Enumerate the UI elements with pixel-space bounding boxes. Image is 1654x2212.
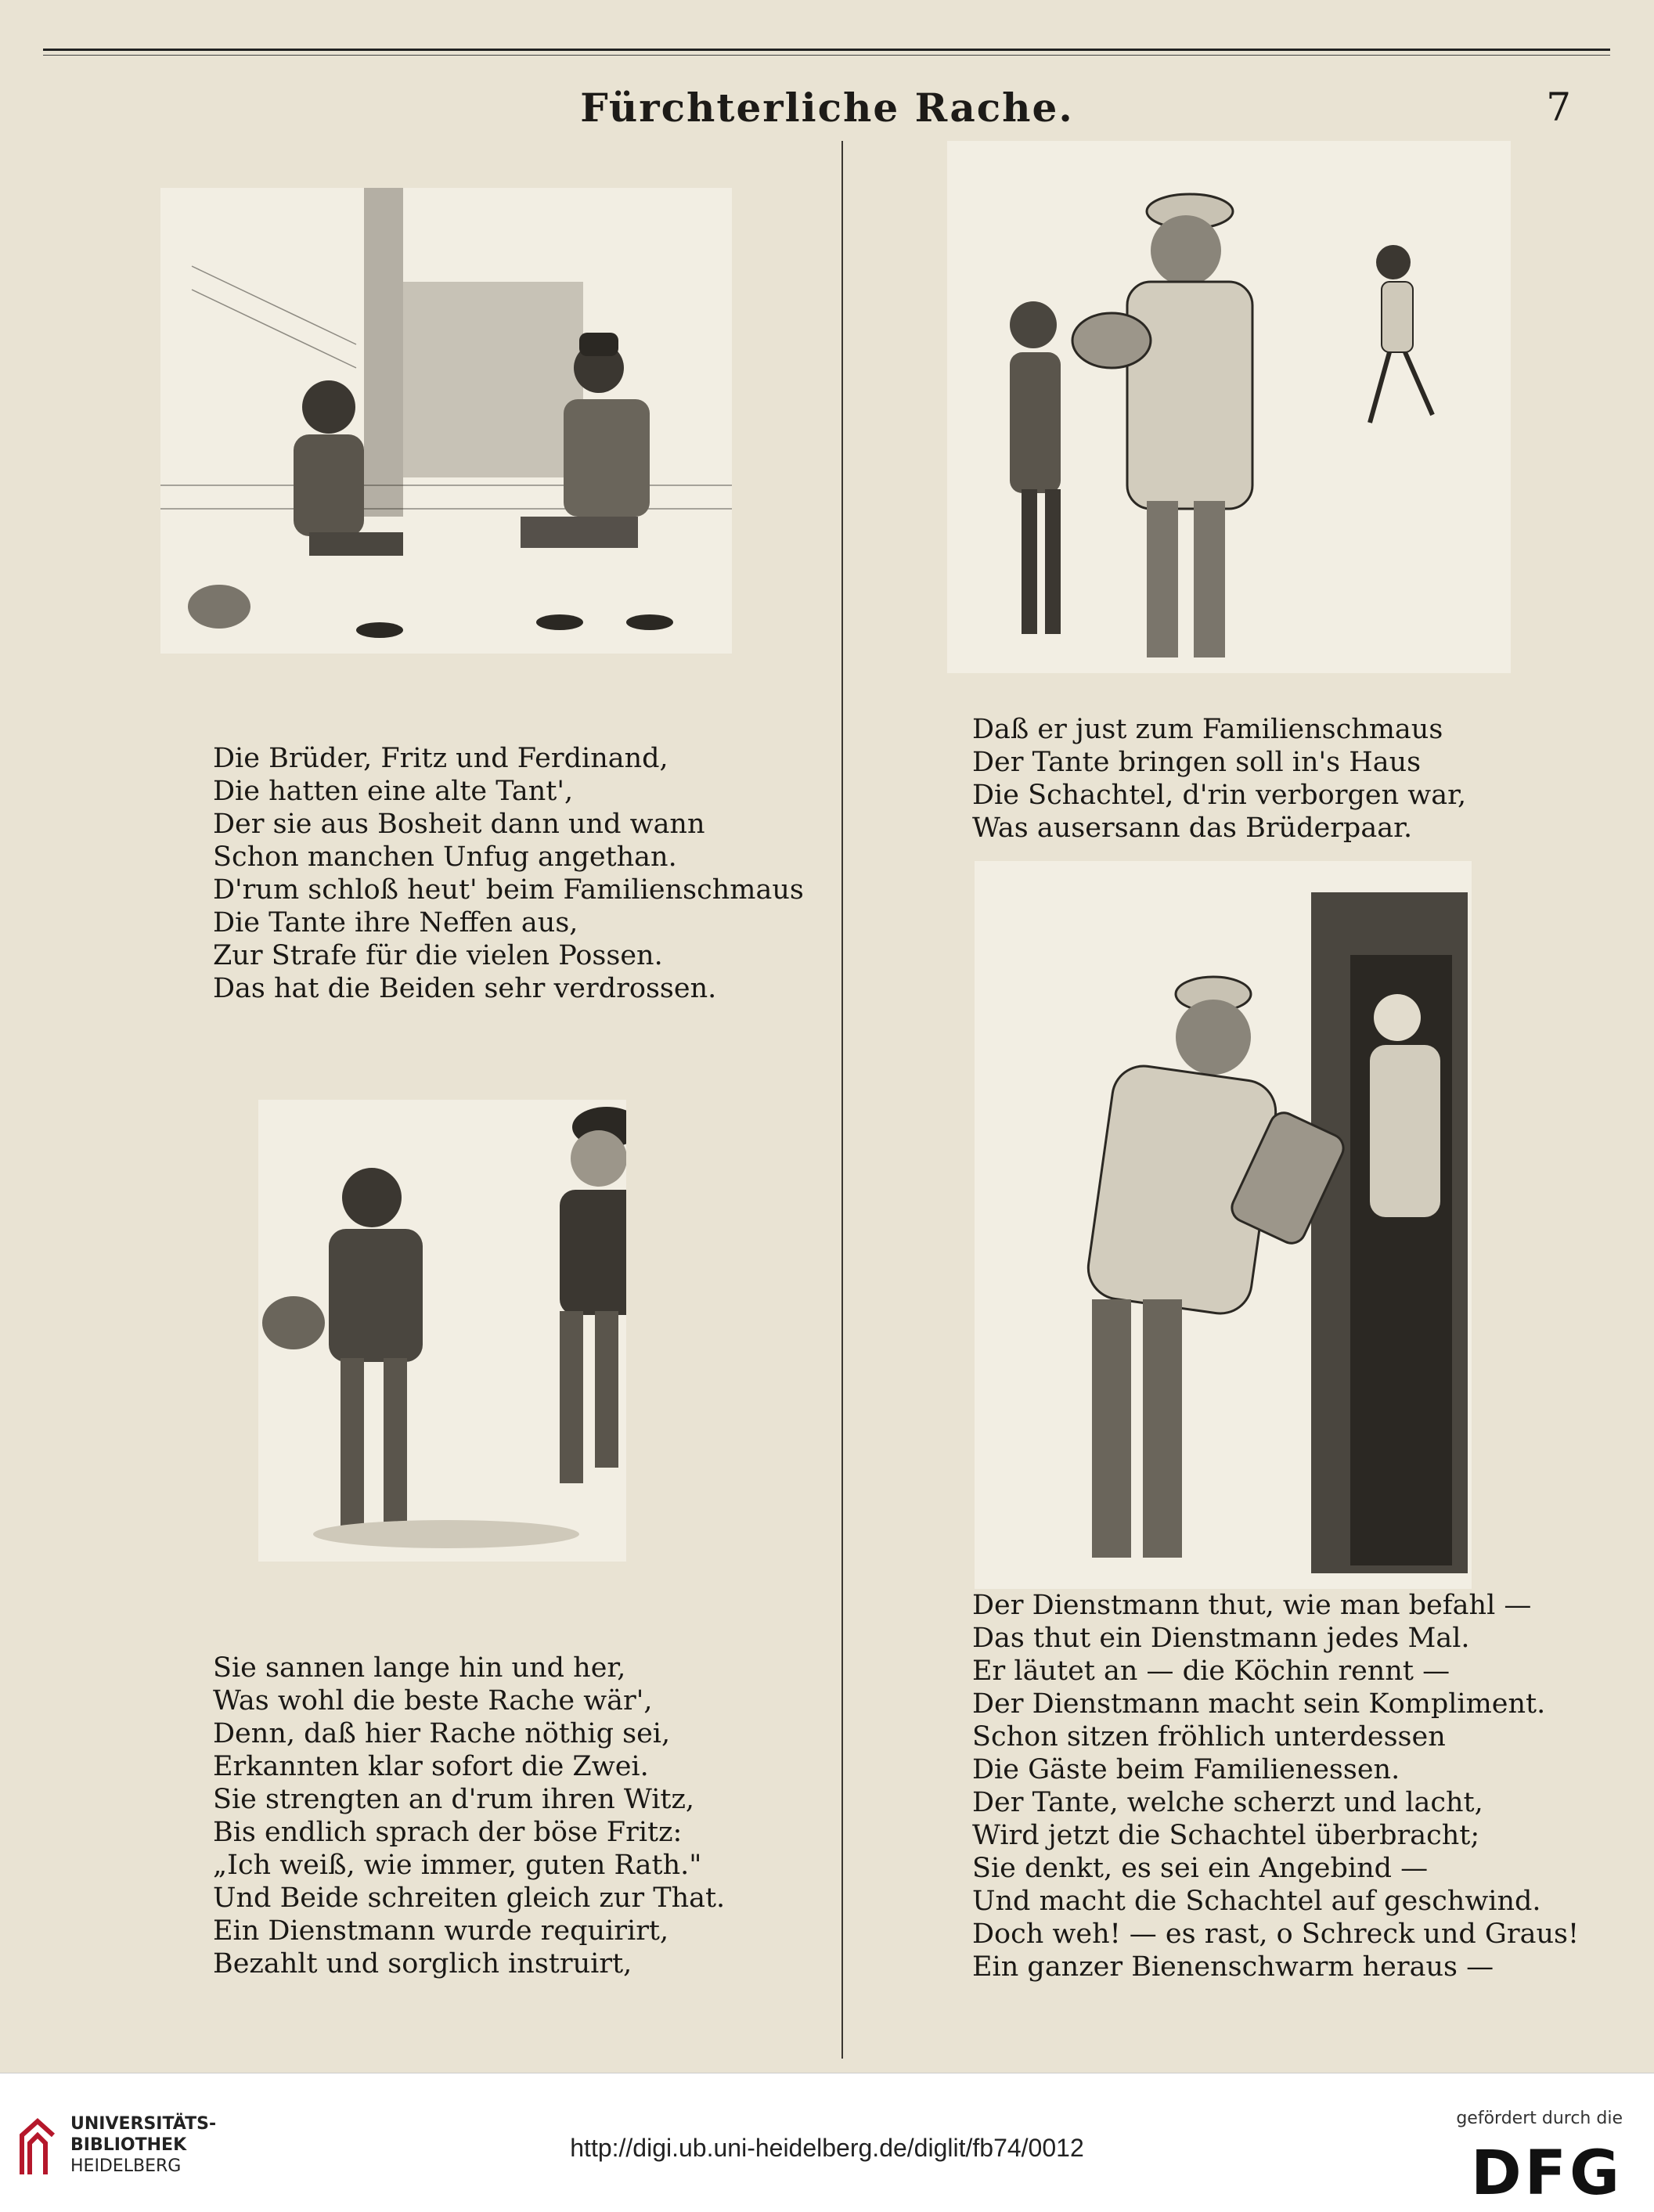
header-rule <box>43 55 1610 56</box>
permalink-url[interactable]: http://digi.ub.uni-heidelberg.de/diglit/fb74/0012 <box>570 2134 1084 2162</box>
verse-line: Bezahlt und sorglich instruirt, <box>213 1948 632 1980</box>
verse-line: Schon manchen Unfug angethan. <box>213 841 677 873</box>
verse-line: D'rum schloß heut' beim Familienschmaus <box>213 874 804 906</box>
verse-line: „Ich weiß, wie immer, guten Rath." <box>213 1850 702 1881</box>
illustration-brothers-sitting <box>160 188 732 654</box>
verse-line: Die Schachtel, d'rin verborgen war, <box>972 780 1467 811</box>
verse-line: Erkannten klar sofort die Zwei. <box>213 1751 649 1782</box>
verse-line: Schon sitzen fröhlich unterdessen <box>972 1721 1446 1753</box>
verse-block-2 <box>972 713 1466 845</box>
illustration-porter-receives-box <box>947 141 1511 673</box>
verse-line: Zur Strafe für die vielen Possen. <box>213 940 663 971</box>
verse-line: Der Tante bringen soll in's Haus <box>972 747 1422 778</box>
verse-line: Sie sannen lange hin und her, <box>213 1652 626 1684</box>
verse-line: Bis endlich sprach der böse Fritz: <box>213 1817 683 1848</box>
page-title: Fürchterliche Rache. <box>580 85 1074 131</box>
verse-line: Die hatten eine alte Tant', <box>213 776 574 807</box>
funded-by-label: gefördert durch die <box>1456 2109 1623 2128</box>
library-line: UNIVERSITÄTS- <box>70 2114 217 2134</box>
verse-line: Was wohl die beste Rache wär', <box>213 1685 653 1717</box>
verse-line: Wird jetzt die Schachtel überbracht; <box>972 1820 1480 1851</box>
library-line: BIBLIOTHEK <box>70 2135 187 2155</box>
page-number: 7 <box>1546 85 1571 130</box>
dfg-logo: DFG <box>1470 2138 1623 2209</box>
verse-line: Sie denkt, es sei ein Angebind — <box>972 1853 1429 1884</box>
verse-line: Das thut ein Dienstmann jedes Mal. <box>972 1623 1470 1654</box>
verse-block-4 <box>972 1589 1579 1983</box>
verse-line: Der Tante, welche scherzt und lacht, <box>972 1787 1483 1818</box>
verse-line: Sie strengten an d'rum ihren Witz, <box>213 1784 695 1815</box>
verse-line: Und macht die Schachtel auf geschwind. <box>972 1886 1541 1917</box>
verse-line: Er läutet an — die Köchin rennt — <box>972 1655 1450 1687</box>
verse-line: Und Beide schreiten gleich zur That. <box>213 1882 726 1914</box>
verse-line: Der Dienstmann macht sein Kompliment. <box>972 1688 1546 1720</box>
library-line: HEIDELBERG <box>70 2156 182 2176</box>
verse-line: Die Tante ihre Neffen aus, <box>213 907 578 938</box>
verse-line: Die Brüder, Fritz und Ferdinand, <box>213 743 668 774</box>
verse-line: Ein ganzer Bienenschwarm heraus — <box>972 1951 1494 1983</box>
verse-line: Der sie aus Bosheit dann und wann <box>213 809 705 840</box>
verse-line: Das hat die Beiden sehr verdrossen. <box>213 973 717 1004</box>
verse-line: Daß er just zum Familienschmaus <box>972 714 1443 745</box>
verse-line: Denn, daß hier Rache nöthig sei, <box>213 1718 671 1749</box>
verse-line: Was ausersann das Brüderpaar. <box>972 812 1413 844</box>
verse-block-3 <box>213 1652 725 1980</box>
verse-line: Ein Dienstmann wurde requirirt, <box>213 1915 669 1947</box>
illustration-porter-at-door <box>975 861 1472 1589</box>
verse-line: Doch weh! — es rast, o Schreck und Graus! <box>972 1918 1580 1950</box>
verse-line: Die Gäste beim Familienessen. <box>972 1754 1400 1785</box>
verse-line: Der Dienstmann thut, wie man befahl — <box>972 1590 1532 1621</box>
verse-block-1 <box>213 742 804 1005</box>
illustration-brothers-plotting <box>258 1100 626 1562</box>
column-divider <box>841 141 843 2059</box>
